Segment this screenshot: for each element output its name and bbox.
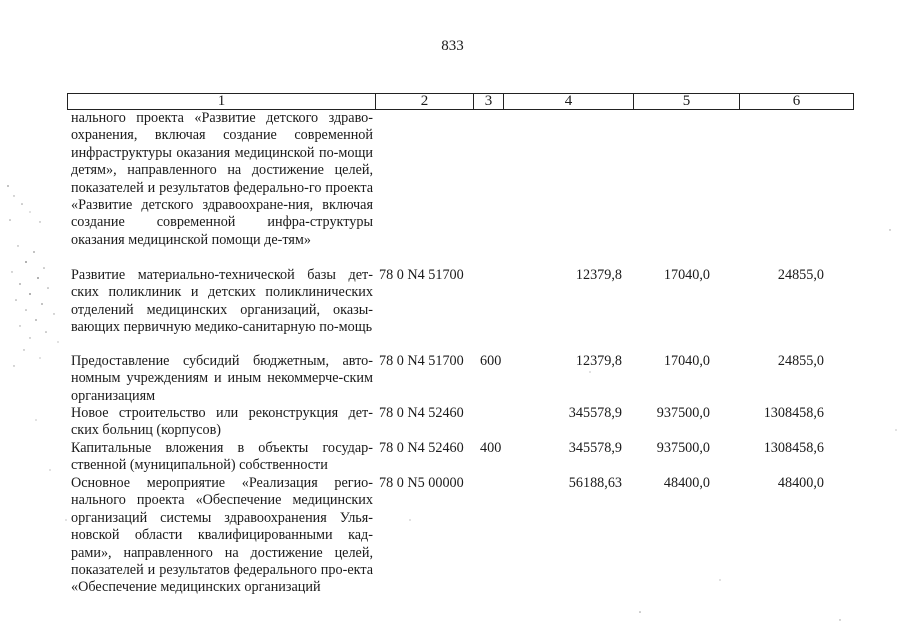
row-code: 78 0 N4 52460 [379, 405, 464, 421]
row-code: 78 0 N4 51700 [379, 267, 464, 283]
column-header-2: 2 [376, 94, 474, 109]
column-header-3: 3 [474, 94, 504, 109]
row-value-col5: 48400,0 [663, 475, 710, 491]
row-description: Капитальные вложения в объекты государ-ственной (муниципальной) собственности [71, 440, 373, 474]
table-header-row [67, 93, 854, 110]
column-header-4: 4 [504, 94, 634, 109]
row-code: 78 0 N5 00000 [379, 475, 464, 491]
row-value-col6: 1308458,6 [763, 405, 824, 421]
row-value-col5: 937500,0 [656, 440, 710, 456]
row-value-col5: 17040,0 [663, 353, 710, 369]
row-description: Основное мероприятие «Реализация регио-нального проекта «Обеспечение медицинских организаций системы здравоохранения Улья-новской области квалифицированными кад-рами», направленного на достижение целей, показателей и результатов федерального про-екта «Обеспечение медицинских организаций [71, 475, 373, 596]
row-value-col6: 48400,0 [777, 475, 824, 491]
row-value-col4: 56188,63 [568, 475, 622, 491]
column-header-6: 6 [792, 93, 801, 109]
row-value-col4: 345578,9 [568, 405, 622, 421]
row-value-col5: 17040,0 [663, 267, 710, 283]
row-description: нального проекта «Развитие детского здраво-охранения, включая создание современной инфраструктуры оказания медицинской по-мощи детям», направленного на достижение целей, показателей и результатов федерально-го проекта «Развитие детского здравоохране-ния, включая создание современной инфра-структуры оказания медицинской помощи де-тям» [71, 110, 373, 248]
row-type-code: 600 [480, 353, 502, 369]
row-code: 78 0 N4 51700 [379, 353, 464, 369]
row-type-code: 400 [480, 440, 502, 456]
row-code: 78 0 N4 52460 [379, 440, 464, 456]
row-description: Новое строительство или реконструкция дет-ских больниц (корпусов) [71, 405, 373, 439]
row-value-col4: 12379,8 [575, 267, 622, 283]
row-value-col4: 345578,9 [568, 440, 622, 456]
page-number: 833 [441, 38, 464, 54]
row-value-col6: 24855,0 [777, 353, 824, 369]
row-value-col4: 12379,8 [575, 353, 622, 369]
row-value-col6: 1308458,6 [763, 440, 824, 456]
row-value-col6: 24855,0 [777, 267, 824, 283]
row-description: Развитие материально-технической базы дет-ских поликлиник и детских поликлинических отделений медицинских организаций, оказы-вающих первичную медико-санитарную по-мощь [71, 267, 373, 336]
column-header-5: 5 [634, 94, 740, 109]
row-description: Предоставление субсидий бюджетным, авто-номным учреждениям и иным некоммерче-ским организациям [71, 353, 373, 404]
column-header-1: 1 [68, 94, 376, 109]
row-value-col5: 937500,0 [656, 405, 710, 421]
